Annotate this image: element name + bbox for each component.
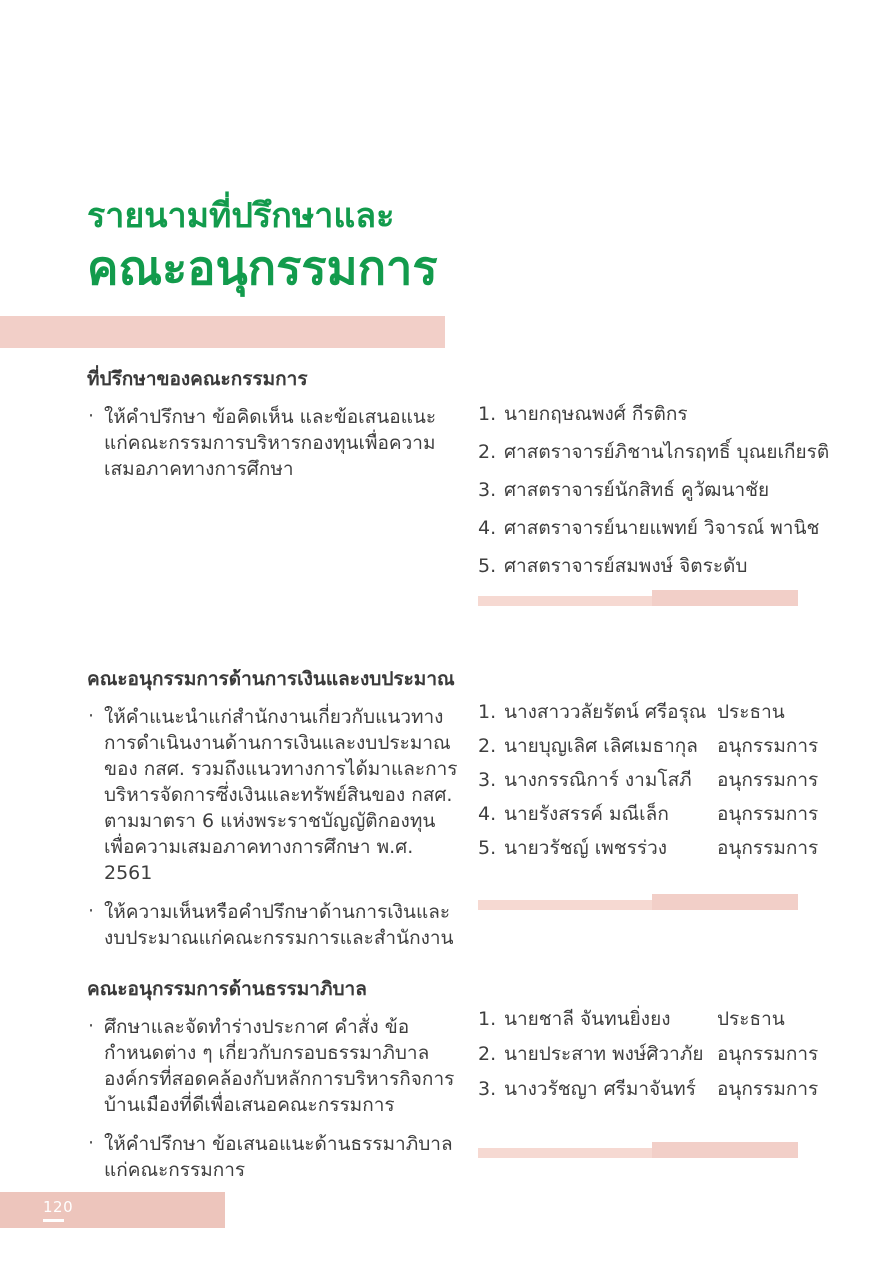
divider-step-right [652, 894, 798, 910]
member-row [478, 699, 838, 725]
member-number: 1. [478, 1008, 497, 1030]
section-finance-left [87, 666, 465, 964]
divider-step-right [652, 1142, 798, 1158]
member-role: อนุกรรมการ [717, 769, 819, 791]
member-row [478, 401, 838, 427]
member-name: นายวรัชญ์ เพชรร่วง [504, 837, 668, 859]
bullet-dot-icon: · [88, 405, 95, 427]
bullet-text: ศึกษาและจัดทำร่างประกาศ คำสั่ง ข้อกำหนดต่าง ๆ เกี่ยวกับกรอบธรรมาภิบาลองค์กรที่สอดคล้องกับหลักการบริหารกิจการบ้านเมืองที่ดีเพื่อเสนอคณะกรรมการ [104, 1016, 455, 1116]
bullet-text: ให้ความเห็นหรือคำปรึกษาด้านการเงินและงบประมาณแก่คณะกรรมการและสำนักงาน [104, 901, 454, 949]
member-row [478, 1041, 838, 1067]
member-row [478, 477, 838, 503]
bullet-dot-icon: · [88, 1132, 95, 1154]
member-name: นางกรรณิการ์ งามโสภี [504, 769, 692, 791]
member-number: 4. [478, 517, 497, 539]
member-row [478, 767, 838, 793]
member-number: 4. [478, 803, 497, 825]
page-number: 120 [43, 1198, 74, 1216]
section-heading: คณะอนุกรรมการด้านการเงินและงบประมาณ [87, 668, 455, 690]
member-name: นายประสาท พงษ์ศิวาภัย [504, 1043, 704, 1065]
member-role: อนุกรรมการ [717, 1043, 819, 1065]
bullet-text: ให้คำแนะนำแก่สำนักงานเกี่ยวกับแนวทางการดำเนินงานด้านการเงินและงบประมาณของ กสศ. รวมถึงแนวทางการได้มาและการบริหารจัดการซึ่งเงินและทรัพย์สินของ กสศ. ตามมาตรา 6 แห่งพระราชบัญญัติกองทุนเพื่อความเสมอภาคทางการศึกษา พ.ศ. 2561 [104, 706, 458, 884]
section-heading: คณะอนุกรรมการด้านธรรมาภิบาล [87, 978, 367, 1000]
member-number: 2. [478, 441, 497, 463]
divider-step-left [478, 900, 652, 910]
bullet-item [87, 1131, 465, 1183]
member-name: ศาสตราจารย์นักสิทธ์ คูวัฒนาชัย [504, 479, 770, 501]
bullet-item [87, 1014, 465, 1118]
bullet-dot-icon: · [88, 900, 95, 922]
bullet-text: ให้คำปรึกษา ข้อเสนอแนะด้านธรรมาภิบาลแก่คณะกรรมการ [104, 1133, 453, 1181]
member-row [478, 733, 838, 759]
member-number: 3. [478, 1078, 497, 1100]
member-number: 1. [478, 403, 497, 425]
section-governance-left [87, 976, 465, 1196]
bullet-item [87, 899, 465, 951]
member-number: 3. [478, 479, 497, 501]
divider-step-left [478, 1148, 652, 1158]
divider-step-right [652, 590, 798, 606]
member-row [478, 835, 838, 861]
bullet-text: ให้คำปรึกษา ข้อคิดเห็น และข้อเสนอแนะ แก่คณะกรรมการบริหารกองทุนเพื่อความเสมอภาคทางการศึกษา [104, 406, 437, 480]
member-role: อนุกรรมการ [717, 837, 819, 859]
member-row [478, 1076, 838, 1102]
member-name: ศาสตราจารย์นายแพทย์ วิจารณ์ พานิช [504, 517, 820, 539]
member-number: 1. [478, 701, 497, 723]
section-advisors-left [87, 366, 465, 495]
member-name: นายรังสรรค์ มณีเล็ก [504, 803, 669, 825]
member-number: 5. [478, 837, 497, 859]
page-title-line2: คณะอนุกรรมการ [87, 240, 438, 296]
member-number: 5. [478, 555, 497, 577]
bullet-item [87, 404, 465, 482]
member-row [478, 801, 838, 827]
pink-banner [0, 316, 445, 348]
member-row [478, 515, 838, 541]
member-number: 3. [478, 769, 497, 791]
page-number-underline [43, 1219, 64, 1222]
bullet-dot-icon: · [88, 705, 95, 727]
member-name: ศาสตราจารย์สมพงษ์ จิตระดับ [504, 555, 748, 577]
member-role: อนุกรรมการ [717, 735, 819, 757]
member-row [478, 553, 838, 579]
member-number: 2. [478, 1043, 497, 1065]
divider-step-left [478, 596, 652, 606]
member-row [478, 1006, 838, 1032]
member-role: อนุกรรมการ [717, 1078, 819, 1100]
member-role: ประธาน [717, 701, 785, 723]
member-name: นางวรัชญา ศรีมาจันทร์ [504, 1078, 696, 1100]
member-row [478, 439, 838, 465]
member-number: 2. [478, 735, 497, 757]
member-role: อนุกรรมการ [717, 803, 819, 825]
page-title [87, 194, 438, 296]
footer-bar [0, 1192, 225, 1228]
member-name: นางสาววลัยรัตน์ ศรีอรุณ [504, 701, 707, 723]
bullet-dot-icon: · [88, 1015, 95, 1037]
member-role: ประธาน [717, 1008, 785, 1030]
section-finance-members [478, 699, 838, 869]
member-name: นายชาลี จันทนยิ่งยง [504, 1008, 671, 1030]
section-advisors-members [478, 401, 838, 591]
bullet-item [87, 704, 465, 886]
section-governance-members [478, 1006, 838, 1111]
page-title-line1: รายนามที่ปรึกษาและ [87, 196, 395, 236]
section-heading: ที่ปรึกษาของคณะกรรมการ [87, 368, 308, 390]
member-name: นายบุญเลิศ เลิศเมธากุล [504, 735, 698, 757]
member-name: ศาสตราจารย์ภิชานไกรฤทธิ์ บุณยเกียรติ [504, 441, 830, 463]
member-name: นายกฤษณพงศ์ กีรติกร [504, 403, 688, 425]
